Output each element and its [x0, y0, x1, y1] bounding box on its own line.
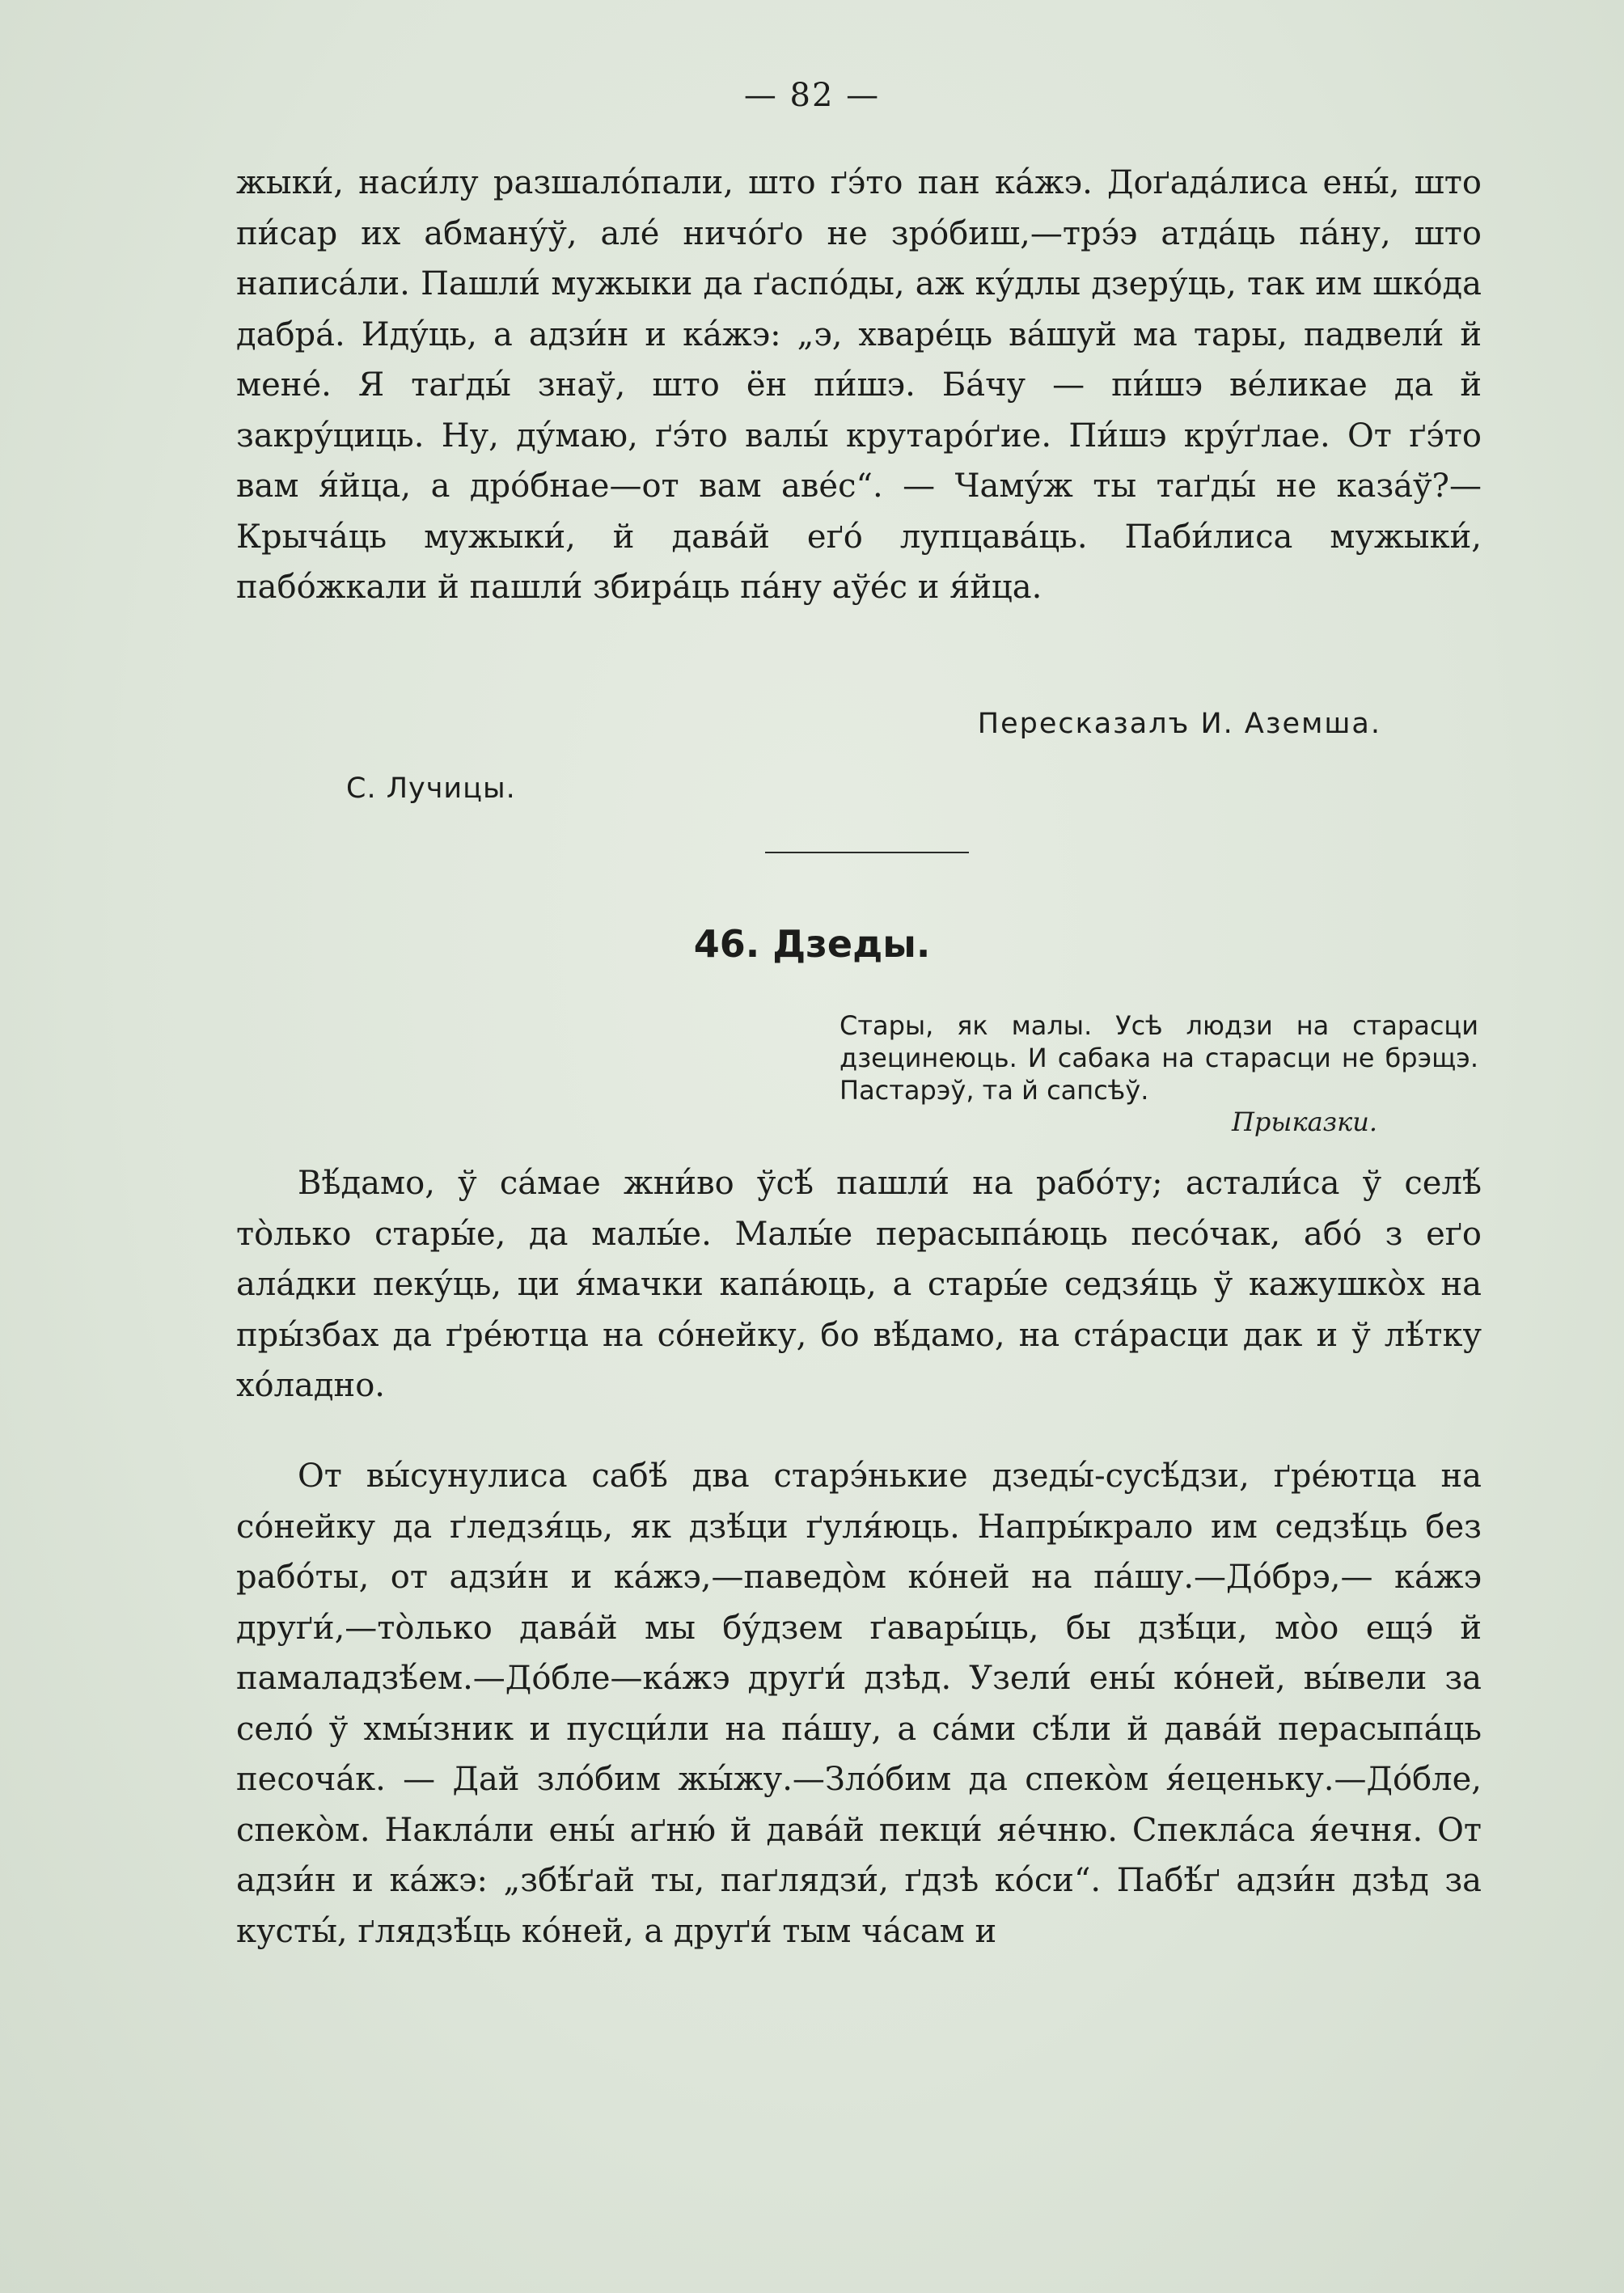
village-name: С. Лучицы.	[346, 772, 516, 805]
epigraph: Стары, як малы. Усѣ людзи на старасци дзецинеюць. И сабака на старасци не брэщэ. Пастарэў, та й сапсѣў.	[839, 1010, 1478, 1106]
epigraph-source: Прыказки.	[1232, 1106, 1377, 1137]
story-paragraph-1: Вѣ́дамо, ў са́мае жни́во ўсѣ́ пашли́ на рабо́ту; астали́са ў селѣ́ то̀лько стары́е, да малы́е. Малы́е перасыпа́юць песо́чак, або́ з еґо ала́дки пеку́ць, ци я́мачки капа́юць, а стары́е седзя́ць ў кажушко̀х на пры́збах да ґре́ютца на со́нейку, бо вѣ́дамо, на ста́расци дак и ў лѣ́тку хо́ладно.	[236, 1165, 1482, 1404]
section-divider	[765, 852, 969, 853]
page-number: — 82 —	[743, 77, 881, 114]
continuation-paragraph: жыки́, наси́лу разшало́пали, што ґэ́то пан ка́жэ. Доґада́лиса ены́, што пи́сар их абману́ў, але́ ничо́ґо не зро́биш,—трэ́э атда́ць па́ну, што написа́ли. Пашли́ мужыки да ґаспо́ды, аж ку́длы дзеру́ць, так им шко́да дабра́. Иду́ць, а адзи́н и ка́жэ: „э, хваре́ць ва́шуй ма тары, падвели́ й мене́. Я таґды́ знаў, што ён пи́шэ. Ба́чу — пи́шэ ве́ликае да й закру́циць. Ну, ду́маю, ґэ́то валы́ крутаро́ґие. Пи́шэ кру́ґлае. От ґэ́то вам я́йца, а дро́бнае—от вам аве́с“. — Чаму́ж ты таґды́ не каза́ў?—Крыча́ць мужыки́, й дава́й еґо́ лупцава́ць. Паби́лиса мужыки́, пабо́жкали й пашли́ збира́ць па́ну аўе́с и я́йца.	[236, 164, 1482, 606]
story-title: 46. Дзеды.	[693, 922, 931, 966]
retold-by-signature: Пересказалъ И. Аземша.	[977, 708, 1381, 740]
story-paragraph-2: От вы́сунулиса сабѣ́ два старэ́нькие дзеды́-сусѣ́дзи, ґре́ютца на со́нейку да ґледзя́ць, як дзѣ́ци ґуля́юць. Напры́крало им седзѣ́ць без рабо́ты, от адзи́н и ка́жэ,—паведо̀м ко́ней на па́шу.—До́брэ,— ка́жэ друґи́,—то̀лько дава́й мы бу́дзем ґавары́ць, бы дзѣ́ци, мо̀о ещэ́ й памаладзѣ́ем.—До́бле—ка́жэ друґи́ дзѣд. Узели́ ены́ ко́ней, вы́вели за село́ ў хмы́зник и пусци́ли на па́шу, а са́ми сѣ́ли й дава́й перасыпа́ць песоча́к. — Дай зло́бим жы́жу.—Зло́бим да спеко̀м я́еценьку.—До́бле, спеко̀м. Накла́ли ены́ аґню́ й дава́й пекци́ яе́чню. Спекла́са я́ечня. От адзи́н и ка́жэ: „збѣ́ґай ты, паґлядзи́, ґдзѣ ко́си“. Пабѣ́ґ адзи́н дзѣд за кусты́, ґлядзѣ́ць ко́ней, а друґи́ тым ча́сам и	[236, 1457, 1482, 1950]
